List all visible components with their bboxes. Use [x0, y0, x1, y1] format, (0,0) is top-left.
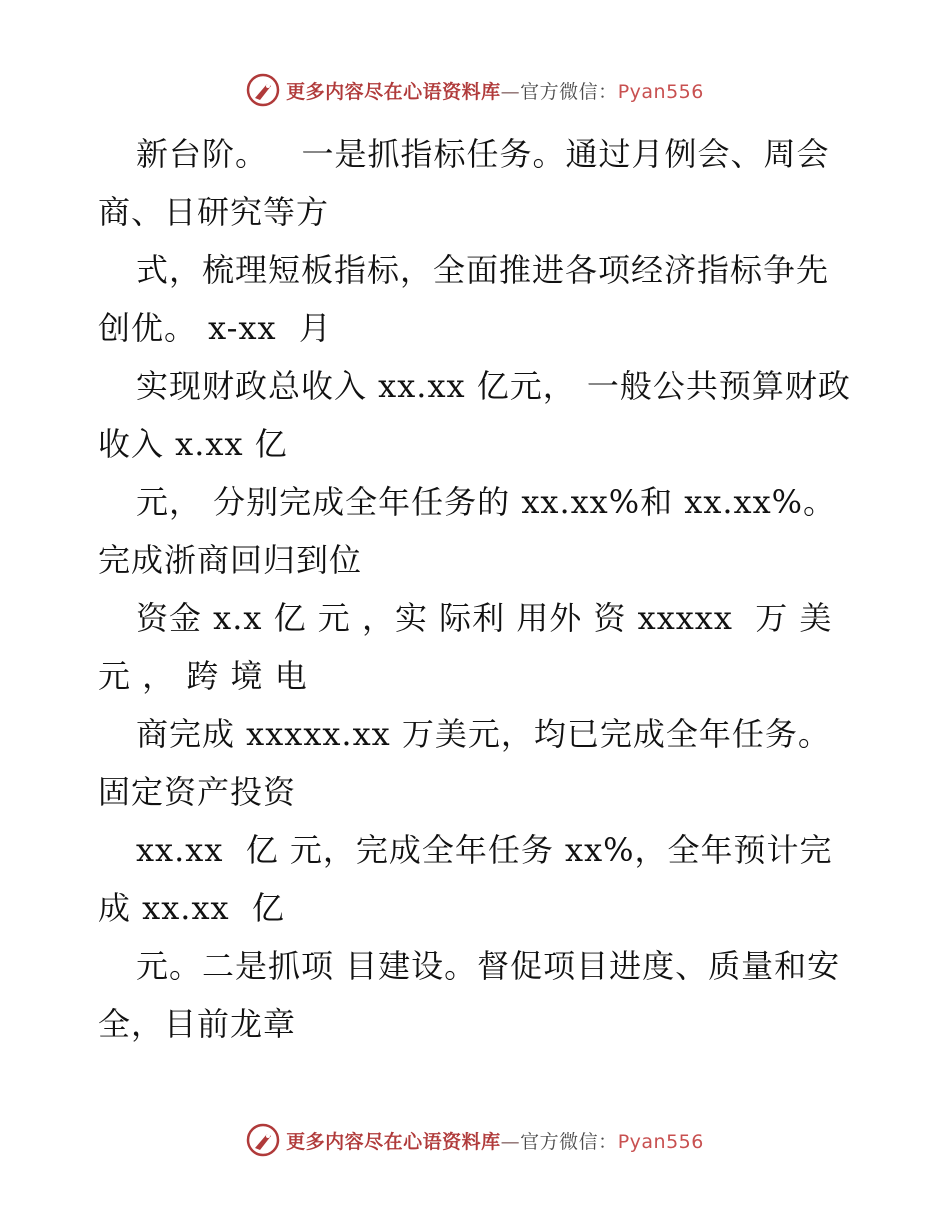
watermark-brand: 更多内容尽在心语资料库: [286, 1130, 501, 1153]
watermark-wechat-id: Pyan556: [617, 80, 704, 103]
watermark-separator: —: [500, 80, 521, 103]
pen-nib-logo-icon: [246, 73, 280, 107]
pen-nib-logo-icon: [246, 1123, 280, 1157]
footer-watermark: [0, 1120, 950, 1160]
header-watermark: [0, 70, 950, 110]
paragraph-line: 新台阶。 一是抓指标任务。通过月例会、周会商、日研究等方: [98, 135, 830, 231]
watermark-wechat-label: 官方微信：: [520, 1130, 618, 1153]
watermark-text: [286, 77, 704, 104]
paragraph-line: 资金 x.x 亿 元 ，实 际利 用外 资 xxxxx 万 美 元 ， 跨 境 电: [98, 599, 844, 695]
paragraph-line: 元。二是抓项 目建设。督促项目进度、质量和安全，目前龙章: [98, 947, 841, 1043]
paragraph-line: 式，梳理短板指标，全面推进各项经济指标争先创优。 x-xx 月: [98, 251, 830, 347]
watermark-text: [286, 1127, 704, 1154]
watermark-separator: —: [500, 1130, 521, 1153]
paragraph-line: 实现财政总收入 xx.xx 亿元， 一般公共预算财政收入 x.xx 亿: [98, 367, 851, 463]
document-body: [98, 125, 858, 1053]
watermark-wechat-label: 官方微信：: [520, 80, 618, 103]
paragraph-line: 商完成 xxxxx.xx 万美元，均已完成全年任务。固定资产投资: [98, 715, 831, 811]
watermark-wechat-id: Pyan556: [617, 1130, 704, 1153]
watermark-brand: 更多内容尽在心语资料库: [286, 80, 501, 103]
paragraph-line: xx.xx 亿 元，完成全年任务 xx%，全年预计完成 xx.xx 亿: [98, 831, 833, 927]
paragraph-line: 元， 分别完成全年任务的 xx.xx%和 xx.xx%。完成浙商回归到位: [98, 483, 837, 579]
